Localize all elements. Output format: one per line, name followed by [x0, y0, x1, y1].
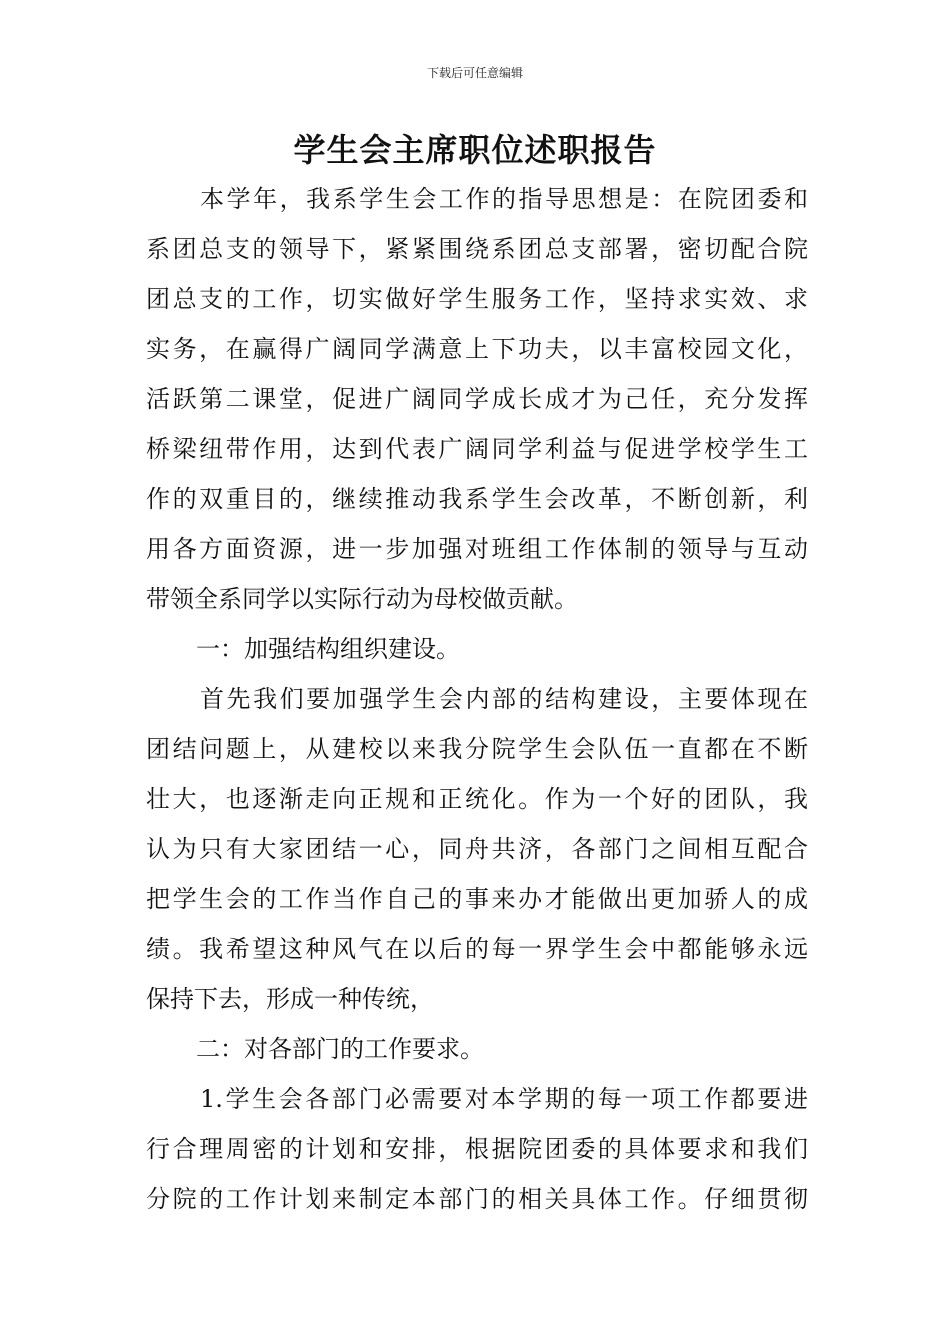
body-line: 系团总支的领导下，紧紧围绕系团总支部署，密切配合院	[146, 235, 808, 263]
body-line: 分院的工作计划来制定本部门的相关具体工作。仔细贯彻	[146, 1185, 808, 1213]
body-line: 绩。我希望这种风气在以后的每一界学生会中都能够永远	[146, 935, 808, 963]
section-heading: 二：对各部门的工作要求。	[196, 1035, 484, 1063]
document-body	[146, 174, 808, 1224]
document-title: 学生会主席职位述职报告	[293, 131, 657, 169]
body-line: 保持下去，形成一种传统，	[146, 985, 434, 1013]
body-line: 本学年，我系学生会工作的指导思想是：在院团委和	[200, 185, 808, 213]
body-line: 活跃第二课堂，促进广阔同学成长成才为己任，充分发挥	[146, 385, 808, 413]
section-heading: 一：加强结构组织建设。	[196, 635, 460, 663]
body-line: 1.学生会各部门必需要对本学期的每一项工作都要进	[200, 1085, 808, 1113]
body-line: 认为只有大家团结一心，同舟共济，各部门之间相互配合	[146, 835, 808, 863]
body-line: 带领全系同学以实际行动为母校做贡献。	[146, 585, 578, 613]
body-line: 把学生会的工作当作自己的事来办才能做出更加骄人的成	[146, 885, 808, 913]
body-line: 作的双重目的，继续推动我系学生会改革，不断创新，利	[146, 485, 808, 513]
body-line: 团结问题上，从建校以来我分院学生会队伍一直都在不断	[146, 735, 808, 763]
body-line: 壮大，也逐渐走向正规和正统化。作为一个好的团队，我	[146, 785, 808, 813]
body-line: 团总支的工作，切实做好学生服务工作，坚持求实效、求	[146, 285, 808, 313]
body-line: 行合理周密的计划和安排，根据院团委的具体要求和我们	[146, 1135, 808, 1163]
body-line: 用各方面资源，进一步加强对班组工作体制的领导与互动	[146, 535, 808, 563]
body-line: 桥梁纽带作用，达到代表广阔同学利益与促进学校学生工	[146, 435, 808, 463]
body-line: 首先我们要加强学生会内部的结构建设，主要体现在	[200, 685, 808, 713]
body-line: 实务，在赢得广阔同学满意上下功夫，以丰富校园文化，	[146, 335, 808, 363]
header-note: 下载后可任意编辑	[426, 66, 523, 80]
